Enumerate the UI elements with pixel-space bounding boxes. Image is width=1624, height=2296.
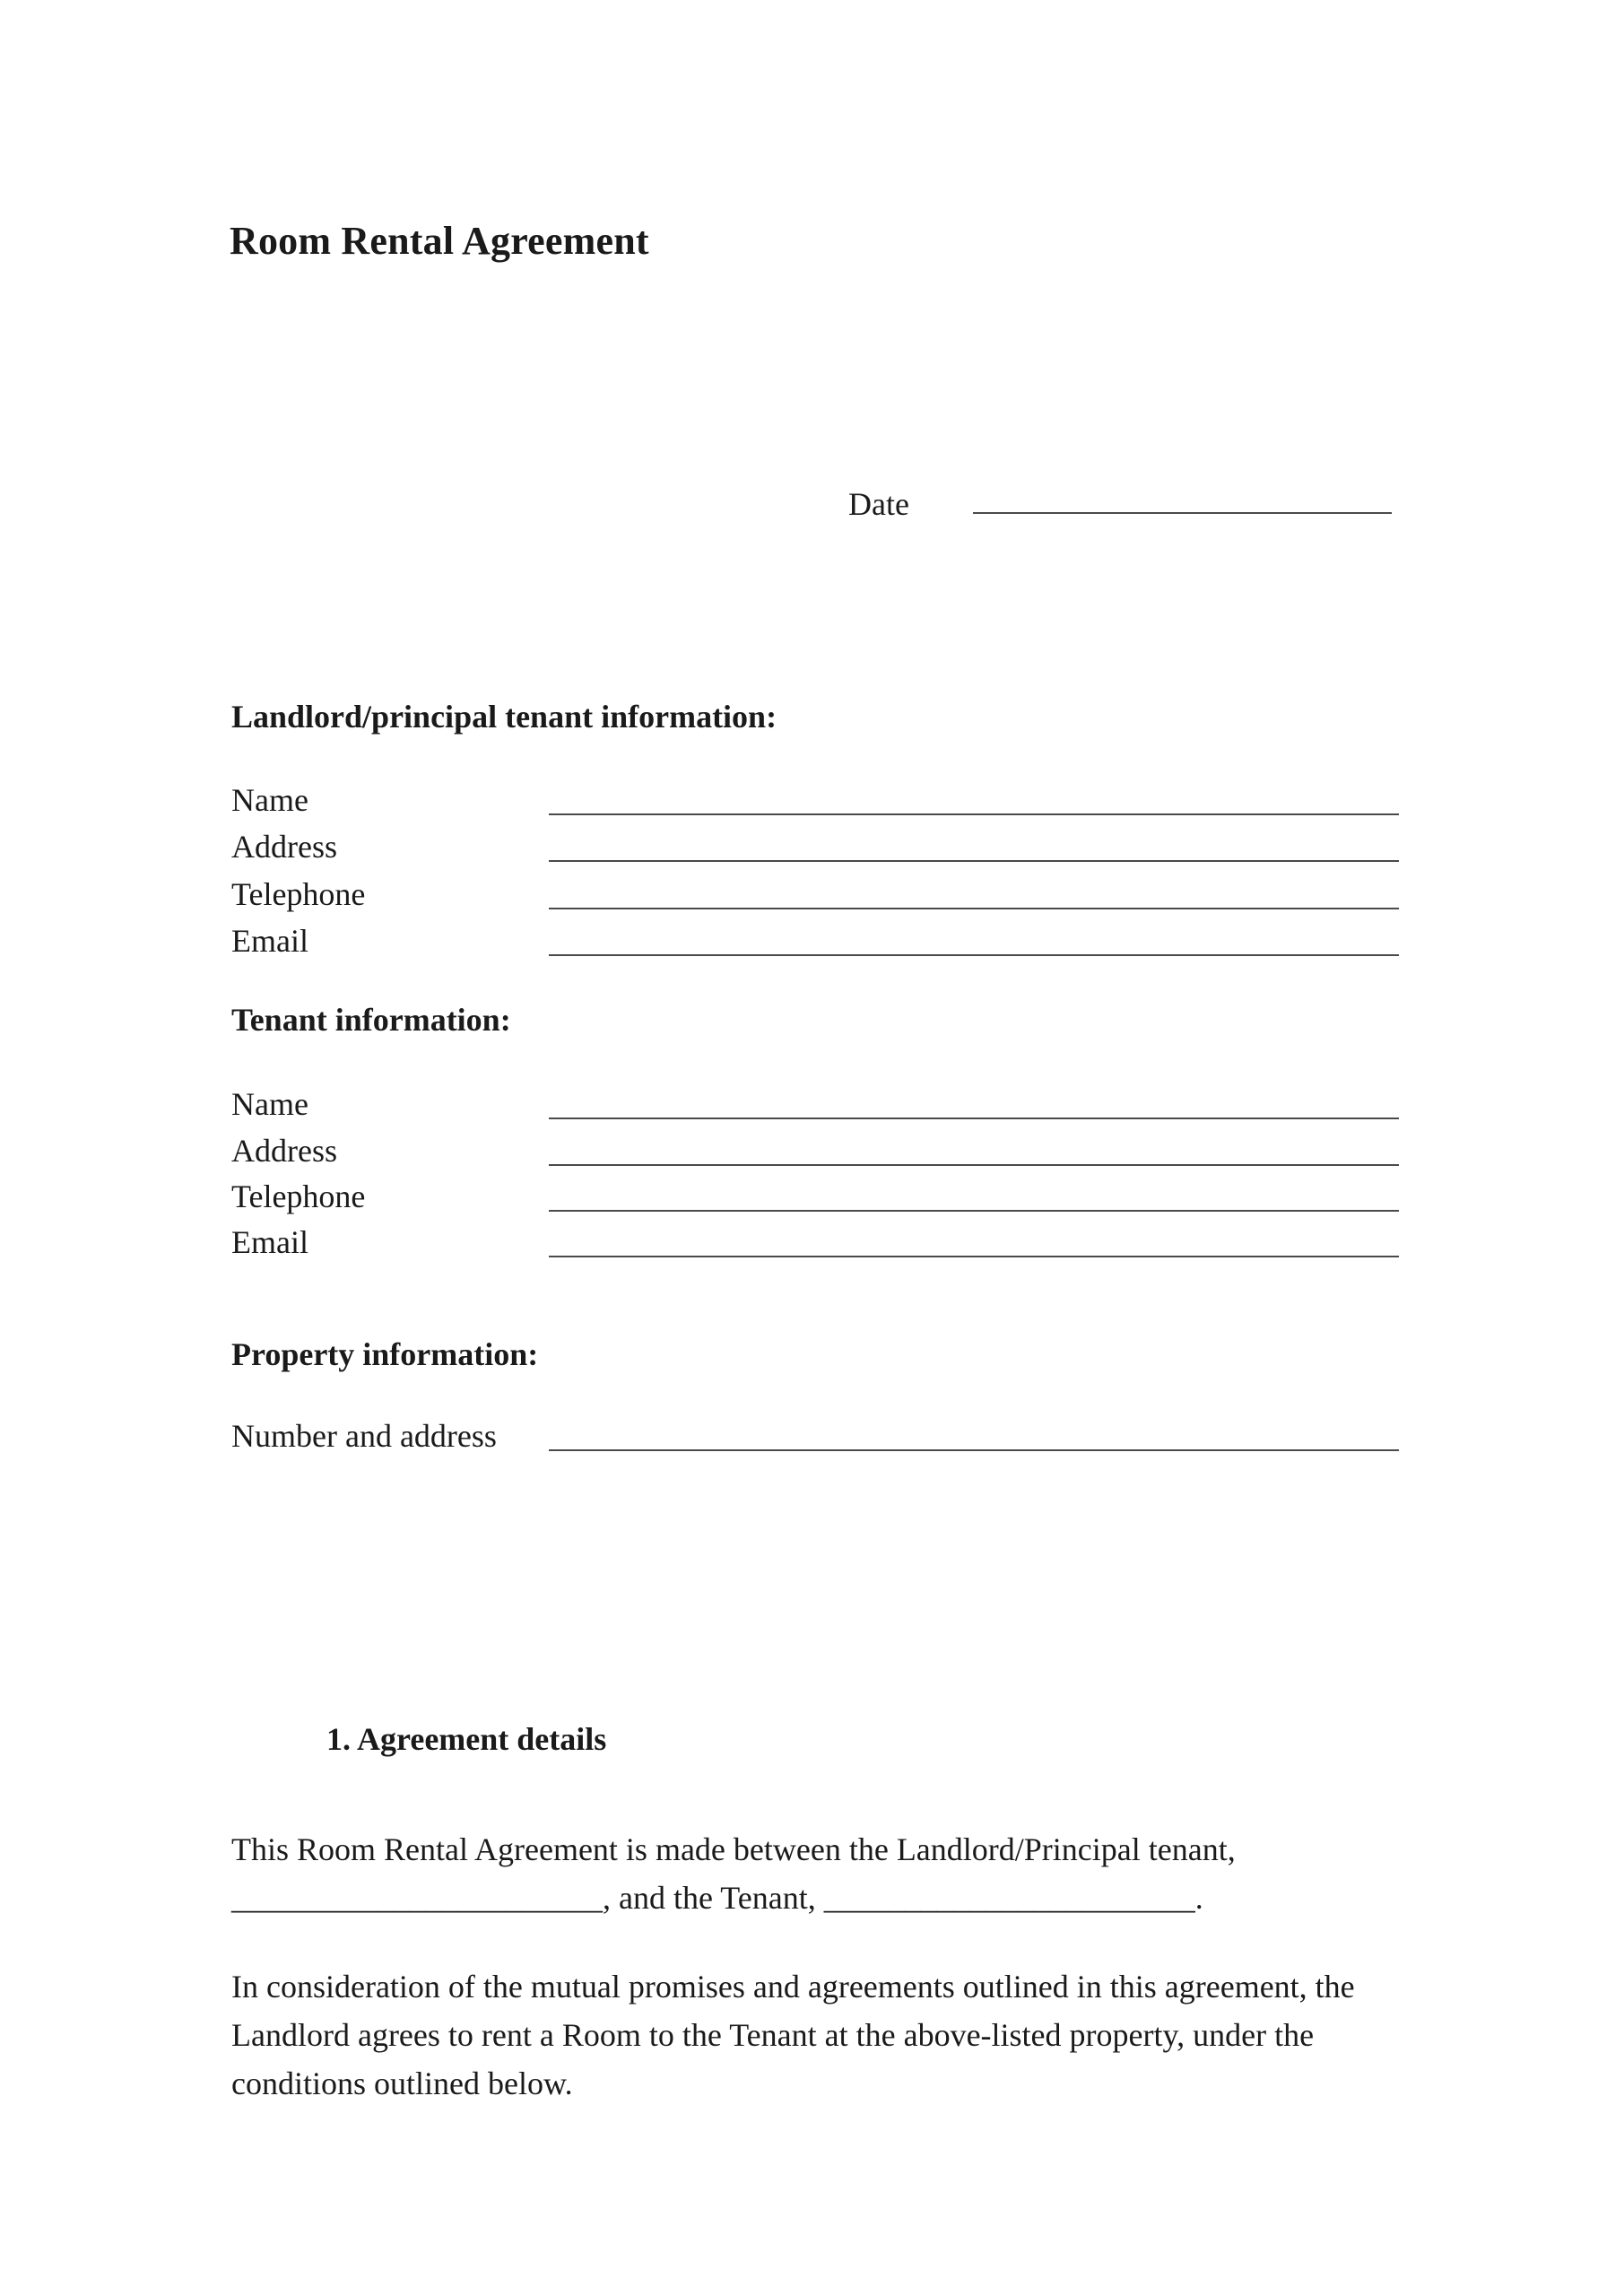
tenant-email-label: Email	[231, 1224, 308, 1260]
landlord-email-label: Email	[231, 923, 308, 959]
date-label: Date	[848, 486, 909, 522]
tenant-telephone-label: Telephone	[231, 1178, 366, 1214]
landlord-email-input-line[interactable]	[549, 954, 1399, 956]
tenant-email-input-line[interactable]	[549, 1256, 1399, 1257]
tenant-telephone-row	[231, 1178, 1399, 1217]
property-address-input-line[interactable]	[549, 1449, 1399, 1451]
agreement-details-heading: 1. Agreement details	[326, 1721, 607, 1757]
landlord-address-input-line[interactable]	[549, 860, 1399, 862]
landlord-telephone-input-line[interactable]	[549, 908, 1399, 909]
tenant-email-row	[231, 1223, 1399, 1263]
landlord-name-row	[231, 781, 1399, 821]
tenant-address-input-line[interactable]	[549, 1164, 1399, 1166]
landlord-section-heading: Landlord/principal tenant information:	[231, 699, 777, 735]
tenant-name-input-line[interactable]	[549, 1118, 1399, 1119]
page-title: Room Rental Agreement	[230, 219, 649, 263]
landlord-email-row	[231, 922, 1399, 961]
property-address-row	[231, 1417, 1399, 1457]
tenant-address-label: Address	[231, 1133, 337, 1169]
landlord-telephone-label: Telephone	[231, 876, 366, 912]
tenant-address-row	[231, 1132, 1399, 1171]
landlord-name-input-line[interactable]	[549, 813, 1399, 815]
tenant-section-heading: Tenant information:	[231, 1002, 511, 1038]
landlord-name-label: Name	[231, 782, 308, 818]
tenant-name-label: Name	[231, 1086, 308, 1122]
date-input-line[interactable]	[973, 512, 1392, 514]
tenant-telephone-input-line[interactable]	[549, 1210, 1399, 1212]
tenant-name-row	[231, 1085, 1399, 1125]
agreement-paragraph-parties: This Room Rental Agreement is made between the Landlord/Principal tenant, _______________________, and the Tenant, _______________________.	[231, 1831, 1236, 1916]
landlord-telephone-row	[231, 875, 1399, 915]
property-section-heading: Property information:	[231, 1336, 539, 1372]
landlord-address-label: Address	[231, 829, 337, 865]
agreement-paragraph-consideration: In consideration of the mutual promises and agreements outlined in this agreement, the Landlord agrees to rent a Room to the Tenant at the above-listed property, under the conditions outlined below.	[231, 1969, 1355, 2101]
landlord-address-row	[231, 828, 1399, 867]
property-address-label: Number and address	[231, 1418, 497, 1454]
